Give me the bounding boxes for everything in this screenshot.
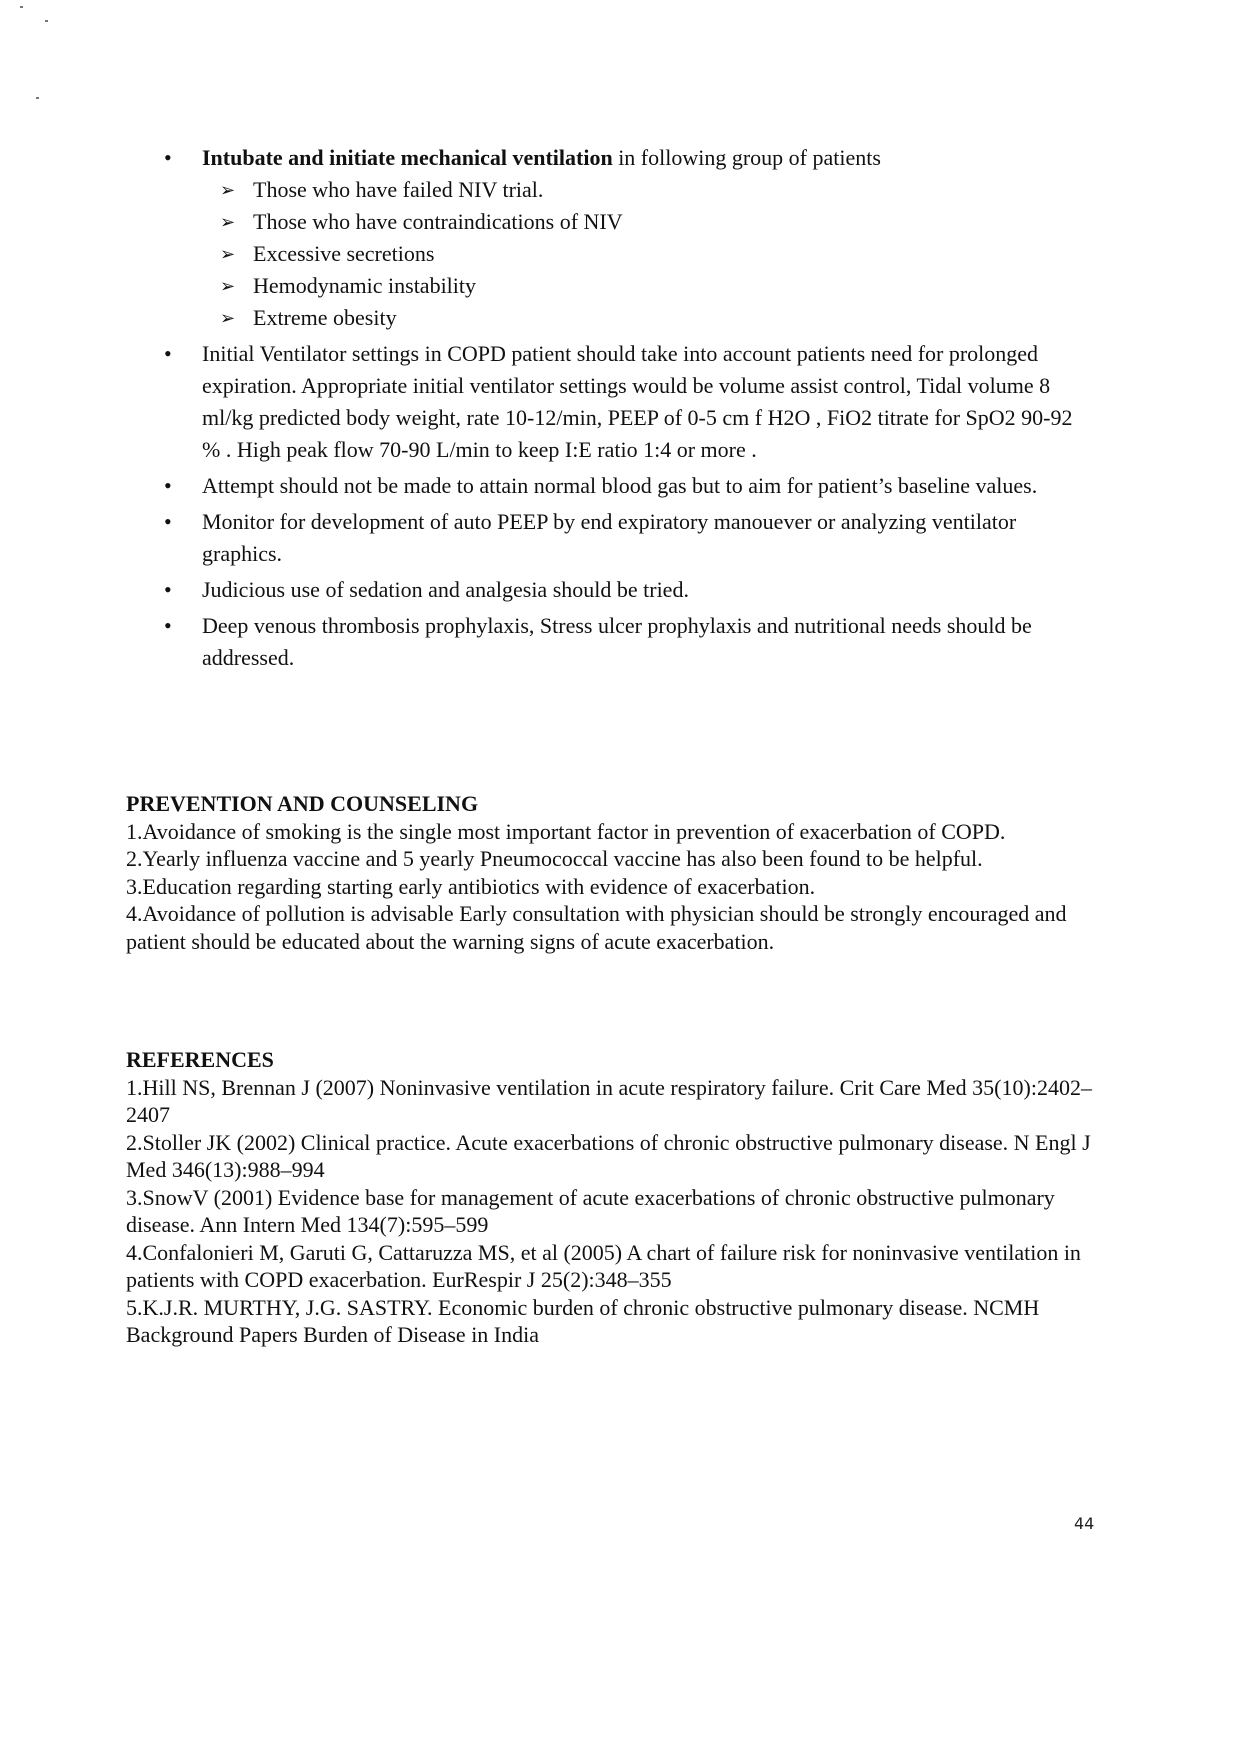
prevention-item: 1.Avoidance of smoking is the single most important factor in prevention of exacerbation of COPD. bbox=[126, 818, 1006, 844]
prevention-section bbox=[126, 790, 1096, 955]
reference-item: 2.Stoller JK (2002) Clinical practice. Acute exacerbations of chronic obstructive pulmonary disease. N Engl J Med 346(13):988–994 bbox=[126, 1129, 1091, 1182]
reference-item: 5.K.J.R. MURTHY, J.G. SASTRY. Economic burden of chronic obstructive pulmonary disease. NCMH Background Papers Burden of Disease in India bbox=[126, 1294, 1040, 1347]
sub-item: ➢ Hemodynamic instability bbox=[220, 270, 1094, 302]
bullet-item: • Deep venous thrombosis prophylaxis, Stress ulcer prophylaxis and nutritional needs should be addressed. bbox=[164, 610, 1094, 674]
sub-item: ➢ Excessive secretions bbox=[220, 238, 1094, 270]
bullet-item: • Attempt should not be made to attain normal blood gas but to aim for patient’s baseline values. bbox=[164, 470, 1094, 502]
reference-item: 3.SnowV (2001) Evidence base for management of acute exacerbations of chronic obstructive pulmonary disease. Ann Intern Med 134(7):595–599 bbox=[126, 1184, 1055, 1237]
sub-item: ➢ Extreme obesity bbox=[220, 302, 1094, 334]
bullet-item: • Monitor for development of auto PEEP by end expiratory manouever or analyzing ventilator graphics. bbox=[164, 506, 1094, 570]
bullet-item: • Initial Ventilator settings in COPD patient should take into account patients need for prolonged expiration. Appropriate initial ventilator settings would be volume assist control, Tidal volume 8 ml/kg predicted body weight, rate 10-12/min, PEEP of 0-5 cm f H2O , FiO2 titrate for SpO2 90-92 % . High peak flow 70-90 L/min to keep I:E ratio 1:4 or more . bbox=[164, 338, 1094, 466]
bullet-intubate bbox=[164, 142, 1094, 334]
sub-item: ➢ Those who have failed NIV trial. bbox=[220, 174, 1094, 206]
prevention-item: 2.Yearly influenza vaccine and 5 yearly Pneumococcal vaccine has also been found to be helpful. bbox=[126, 846, 983, 871]
reference-item: 4.Confalonieri M, Garuti G, Cattaruzza MS, et al (2005) A chart of failure risk for noninvasive ventilation in patients with COPD exacerbation. EurRespir J 25(2):348–355 bbox=[126, 1239, 1081, 1292]
scan-speck bbox=[36, 97, 39, 99]
bullet-intubate-text: in following group of patients bbox=[612, 145, 881, 170]
reference-item: 1.Hill NS, Brennan J (2007) Noninvasive ventilation in acute respiratory failure. Crit Care Med 35(10):2402–2407 bbox=[126, 1074, 1092, 1127]
references-heading: REFERENCES bbox=[126, 1047, 274, 1072]
intubate-sub-list bbox=[202, 174, 1094, 334]
prevention-heading: PREVENTION AND COUNSELING bbox=[126, 791, 479, 816]
sub-item: ➢ Those who have contraindications of NIV bbox=[220, 206, 1094, 238]
references-section bbox=[126, 1046, 1096, 1349]
prevention-item: 3.Education regarding starting early antibiotics with evidence of exacerbation. bbox=[126, 873, 816, 899]
scan-speck bbox=[45, 20, 48, 22]
page-number: 44 bbox=[1074, 1514, 1095, 1533]
bullet-intubate-bold: Intubate and initiate mechanical ventilation bbox=[202, 145, 613, 170]
scan-speck bbox=[20, 6, 23, 8]
bullet-item: • Judicious use of sedation and analgesia should be tried. bbox=[164, 574, 1094, 606]
management-bullet-list bbox=[164, 142, 1094, 678]
prevention-item: 4.Avoidance of pollution is advisable Early consultation with physician should be strongly encouraged and patient should be educated about the warning signs of acute exacerbation. bbox=[126, 901, 1067, 954]
